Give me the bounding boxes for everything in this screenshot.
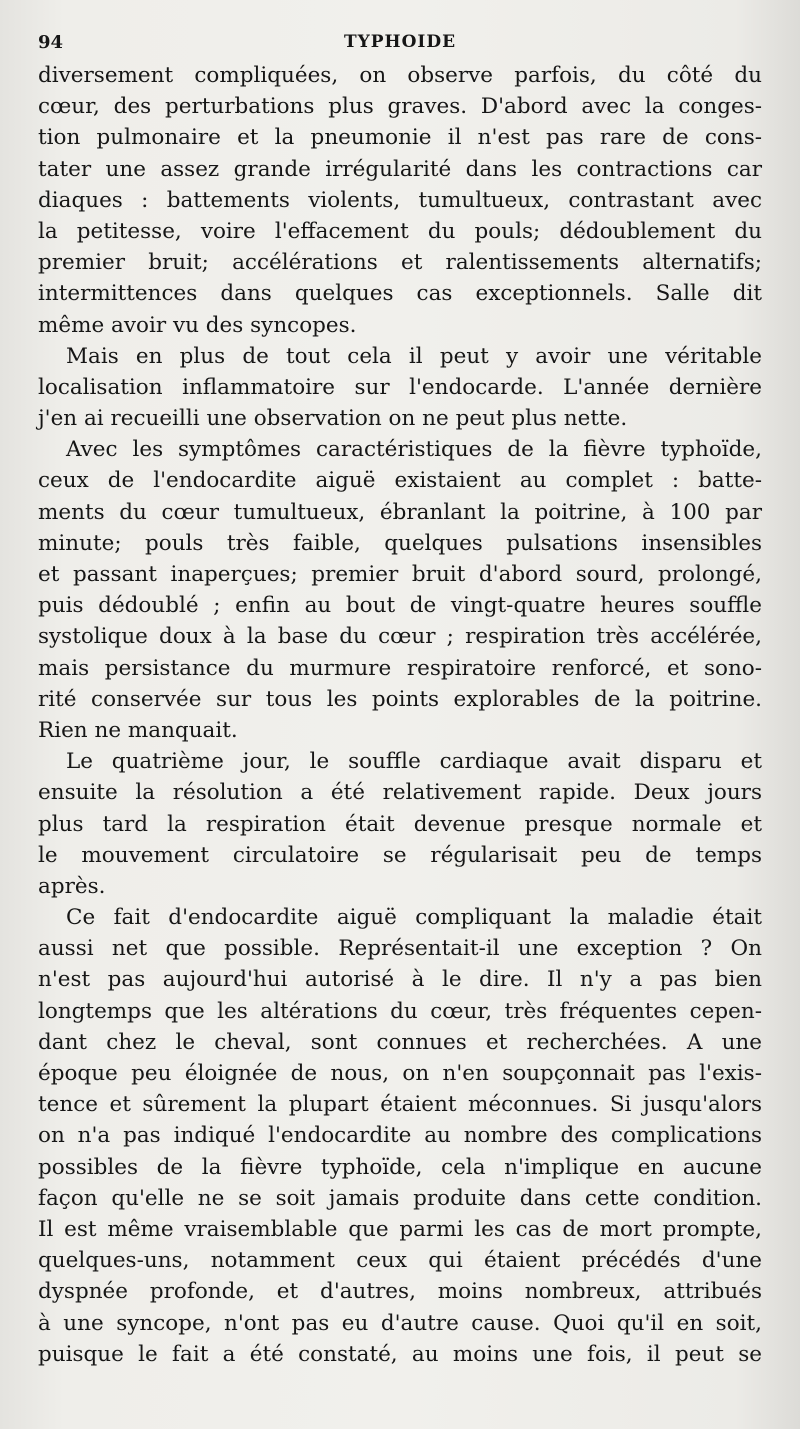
paragraph xyxy=(38,341,762,435)
text-line: la petitesse, voire l'effacement du pouls; dédoublement du xyxy=(38,218,762,244)
text-line: le mouvement circulatoire se régularisait peu de temps xyxy=(38,842,762,868)
text-line: Mais en plus de tout cela il peut y avoir une véritable xyxy=(66,343,762,369)
text-line: dyspnée profonde, et d'autres, moins nombreux, attribués xyxy=(38,1279,762,1305)
text-line: à une syncope, n'ont pas eu d'autre cause. Quoi qu'il en soit, xyxy=(38,1310,762,1336)
text-line: dant chez le cheval, sont connues et recherchées. A une xyxy=(38,1029,762,1055)
text-line: diaques : battements violents, tumultueux, contrastant avec xyxy=(38,187,762,213)
paragraph xyxy=(38,902,762,1370)
text-line: tion pulmonaire et la pneumonie il n'est pas rare de cons- xyxy=(38,125,762,151)
text-line: possibles de la fièvre typhoïde, cela n'implique en aucune xyxy=(38,1154,762,1180)
body-text xyxy=(38,60,762,1370)
text-line: même avoir vu des syncopes. xyxy=(38,312,357,338)
text-line: Il est même vraisemblable que parmi les cas de mort prompte, xyxy=(38,1216,762,1242)
text-line: ensuite la résolution a été relativement rapide. Deux jours xyxy=(38,780,762,806)
text-line: Le quatrième jour, le souffle cardiaque avait disparu et xyxy=(66,749,762,775)
text-line: minute; pouls très faible, quelques pulsations insensibles xyxy=(38,530,762,556)
text-line: ceux de l'endocardite aiguë existaient au complet : batte- xyxy=(38,468,762,494)
text-line: cœur, des perturbations plus graves. D'abord avec la conges- xyxy=(38,94,762,120)
text-line: mais persistance du murmure respiratoire renforcé, et sono- xyxy=(38,655,762,681)
text-line: aussi net que possible. Représentait-il une exception ? On xyxy=(38,936,762,962)
text-line: Avec les symptômes caractéristiques de la fièvre typhoïde, xyxy=(66,437,762,463)
text-line: longtemps que les altérations du cœur, très fréquentes cepen- xyxy=(38,998,762,1024)
text-line: tater une assez grande irrégularité dans les contractions car xyxy=(38,156,762,182)
text-line: puisque le fait a été constaté, au moins une fois, il peut se xyxy=(38,1341,762,1367)
text-line: quelques-uns, notamment ceux qui étaient précédés d'une xyxy=(38,1248,762,1274)
text-line: ments du cœur tumultueux, ébranlant la poitrine, à 100 par xyxy=(38,499,762,525)
text-line: puis dédoublé ; enfin au bout de vingt-quatre heures souffle xyxy=(38,593,762,619)
text-line: tence et sûrement la plupart étaient méconnues. Si jusqu'alors xyxy=(38,1092,762,1118)
text-line: rité conservée sur tous les points explorables de la poitrine. xyxy=(38,686,762,712)
text-line: n'est pas aujourd'hui autorisé à le dire. Il n'y a pas bien xyxy=(38,967,762,993)
text-line: après. xyxy=(38,873,106,899)
text-line: diversement compliquées, on observe parfois, du côté du xyxy=(38,63,762,88)
text-line: j'en ai recueilli une observation on ne peut plus nette. xyxy=(38,406,628,432)
running-head xyxy=(0,32,800,56)
text-line: systolique doux à la base du cœur ; respiration très accélérée, xyxy=(38,624,762,650)
text-line: on n'a pas indiqué l'endocardite au nombre des complications xyxy=(38,1123,762,1149)
text-line: localisation inflammatoire sur l'endocarde. L'année dernière xyxy=(38,374,762,400)
text-line: façon qu'elle ne se soit jamais produite dans cette condition. xyxy=(38,1185,762,1211)
text-line: et passant inaperçues; premier bruit d'abord sourd, prolongé, xyxy=(38,562,762,587)
running-title: TYPHOIDE xyxy=(343,32,457,52)
paragraph xyxy=(38,60,762,341)
text-line: intermittences dans quelques cas exceptionnels. Salle dit xyxy=(38,281,762,307)
paragraph xyxy=(38,746,762,902)
text-line: plus tard la respiration était devenue presque normale et xyxy=(38,811,762,837)
text-line: Ce fait d'endocardite aiguë compliquant la maladie était xyxy=(66,905,762,931)
text-line: Rien ne manquait. xyxy=(38,717,238,743)
page-number: 94 xyxy=(38,32,64,53)
text-line: premier bruit; accélérations et ralentissements alternatifs; xyxy=(38,250,762,276)
text-line: époque peu éloignée de nous, on n'en soupçonnait pas l'exis- xyxy=(38,1061,762,1086)
paragraph xyxy=(38,434,762,746)
